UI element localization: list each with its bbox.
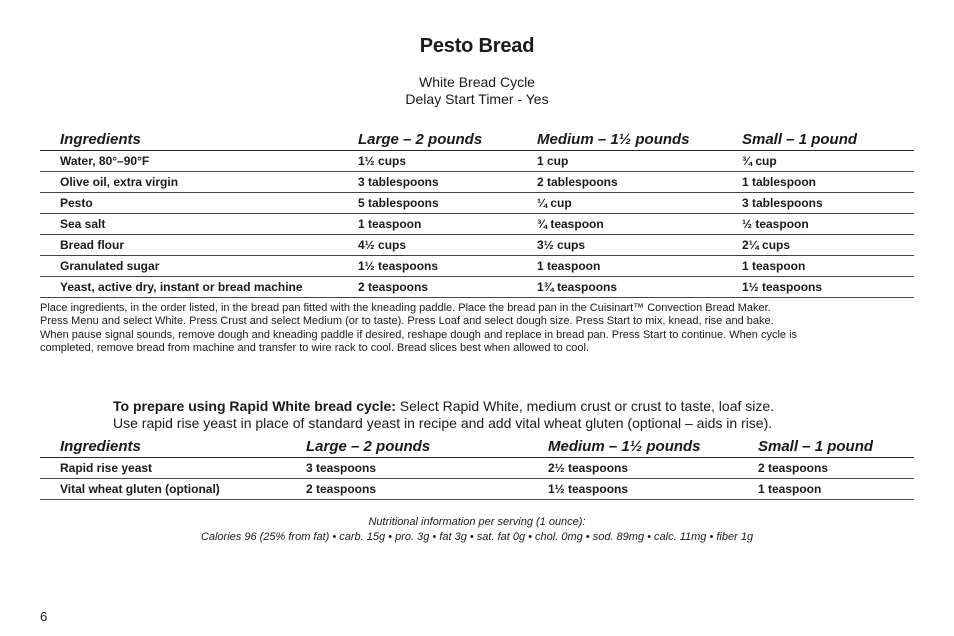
amount-large: 4½ cups bbox=[358, 235, 537, 256]
amount-small: 1 teaspoon bbox=[758, 479, 914, 500]
amount-medium: 1½ teaspoons bbox=[548, 479, 758, 500]
header-ingredients: Ingredients bbox=[40, 434, 306, 458]
ingredient-name: Water, 80°–90°F bbox=[40, 151, 358, 172]
instruction-line: completed, remove bread from machine and transfer to wire rack to cool. Bread slices best when allowed to cool. bbox=[40, 341, 590, 354]
header-small: Small – 1 pound bbox=[742, 127, 914, 151]
table-row bbox=[40, 151, 914, 172]
amount-large: 1½ teaspoons bbox=[358, 256, 537, 277]
rapid-cycle-text-2: Use rapid rise yeast in place of standard yeast in recipe and add vital wheat gluten (optional – aids in rise). bbox=[113, 415, 773, 431]
amount-small: ¾ cup bbox=[742, 151, 914, 172]
rapid-cycle-text: Select Rapid White, medium crust or crust to taste, loaf size. bbox=[395, 398, 775, 414]
page-title: Pesto Bread bbox=[419, 35, 535, 57]
amount-medium: ¾ teaspoon bbox=[537, 214, 742, 235]
rapid-cycle-lead: To prepare using Rapid White bread cycle: bbox=[113, 398, 396, 414]
amount-small: ½ teaspoon bbox=[742, 214, 914, 235]
amount-large: 3 teaspoons bbox=[306, 458, 548, 479]
instruction-line: When pause signal sounds, remove dough and kneading paddle if desired, reshape dough and replace in bread pan. Press Start to continue. When cycle is bbox=[40, 328, 798, 341]
amount-medium: ¼ cup bbox=[537, 193, 742, 214]
amount-small: 1½ teaspoons bbox=[742, 277, 914, 298]
amount-large: 2 teaspoons bbox=[306, 479, 548, 500]
cycle-info bbox=[0, 74, 954, 108]
table-header-row bbox=[40, 434, 914, 458]
table-header-row bbox=[40, 127, 914, 151]
ingredient-name: Pesto bbox=[40, 193, 358, 214]
amount-medium: 1¾ teaspoons bbox=[537, 277, 742, 298]
rapid-ingredients-table bbox=[40, 434, 914, 500]
amount-small: 2 teaspoons bbox=[758, 458, 914, 479]
table-row bbox=[40, 235, 914, 256]
table-row bbox=[40, 172, 914, 193]
amount-large: 1½ cups bbox=[358, 151, 537, 172]
amount-large: 3 tablespoons bbox=[358, 172, 537, 193]
page-number: 6 bbox=[40, 609, 48, 624]
ingredient-name: Yeast, active dry, instant or bread machine bbox=[40, 277, 358, 298]
ingredient-name: Sea salt bbox=[40, 214, 358, 235]
ingredients-table bbox=[40, 127, 914, 298]
table-row bbox=[40, 256, 914, 277]
amount-large: 2 teaspoons bbox=[358, 277, 537, 298]
amount-large: 5 tablespoons bbox=[358, 193, 537, 214]
delay-start-info: Delay Start Timer - Yes bbox=[405, 91, 549, 107]
table-row bbox=[40, 193, 914, 214]
table-row bbox=[40, 479, 914, 500]
amount-small: 1 teaspoon bbox=[742, 256, 914, 277]
instructions-paragraph bbox=[40, 302, 920, 355]
amount-large: 1 teaspoon bbox=[358, 214, 537, 235]
amount-medium: 2 tablespoons bbox=[537, 172, 742, 193]
header-large: Large – 2 pounds bbox=[306, 434, 548, 458]
instruction-line: Place ingredients, in the order listed, in the bread pan fitted with the kneading paddle. Place the bread pan in the Cuisinart™ Convection Bread Maker. bbox=[40, 302, 771, 314]
header-ingredients: Ingredients bbox=[40, 127, 358, 151]
nutrition-info bbox=[0, 515, 954, 545]
amount-medium: 2½ teaspoons bbox=[548, 458, 758, 479]
amount-small: 3 tablespoons bbox=[742, 193, 914, 214]
ingredient-name: Vital wheat gluten (optional) bbox=[40, 479, 306, 500]
nutrition-heading: Nutritional information per serving (1 ounce): bbox=[368, 516, 586, 528]
ingredient-name: Granulated sugar bbox=[40, 256, 358, 277]
amount-medium: 1 cup bbox=[537, 151, 742, 172]
table-row bbox=[40, 214, 914, 235]
instruction-line: Press Menu and select White. Press Crust and select Medium (or to taste). Press Loaf and select dough size. Press Start to mix, knead, rise and bake. bbox=[40, 315, 774, 328]
header-large: Large – 2 pounds bbox=[358, 127, 537, 151]
table-row bbox=[40, 277, 914, 298]
ingredient-name: Olive oil, extra virgin bbox=[40, 172, 358, 193]
nutrition-values: Calories 96 (25% from fat) • carb. 15g • pro. 3g • fat 3g • sat. fat 0g • chol. 0mg • sod. 89mg • calc. 11mg • fiber 1g bbox=[200, 531, 754, 543]
cycle-name: White Bread Cycle bbox=[419, 74, 535, 90]
header-medium: Medium – 1½ pounds bbox=[537, 127, 742, 151]
ingredient-name: Rapid rise yeast bbox=[40, 458, 306, 479]
rapid-cycle-note bbox=[113, 398, 913, 432]
amount-medium: 1 teaspoon bbox=[537, 256, 742, 277]
header-small: Small – 1 pound bbox=[758, 434, 914, 458]
amount-medium: 3½ cups bbox=[537, 235, 742, 256]
header-medium: Medium – 1½ pounds bbox=[548, 434, 758, 458]
amount-small: 2¼ cups bbox=[742, 235, 914, 256]
amount-small: 1 tablespoon bbox=[742, 172, 914, 193]
table-row bbox=[40, 458, 914, 479]
ingredient-name: Bread flour bbox=[40, 235, 358, 256]
